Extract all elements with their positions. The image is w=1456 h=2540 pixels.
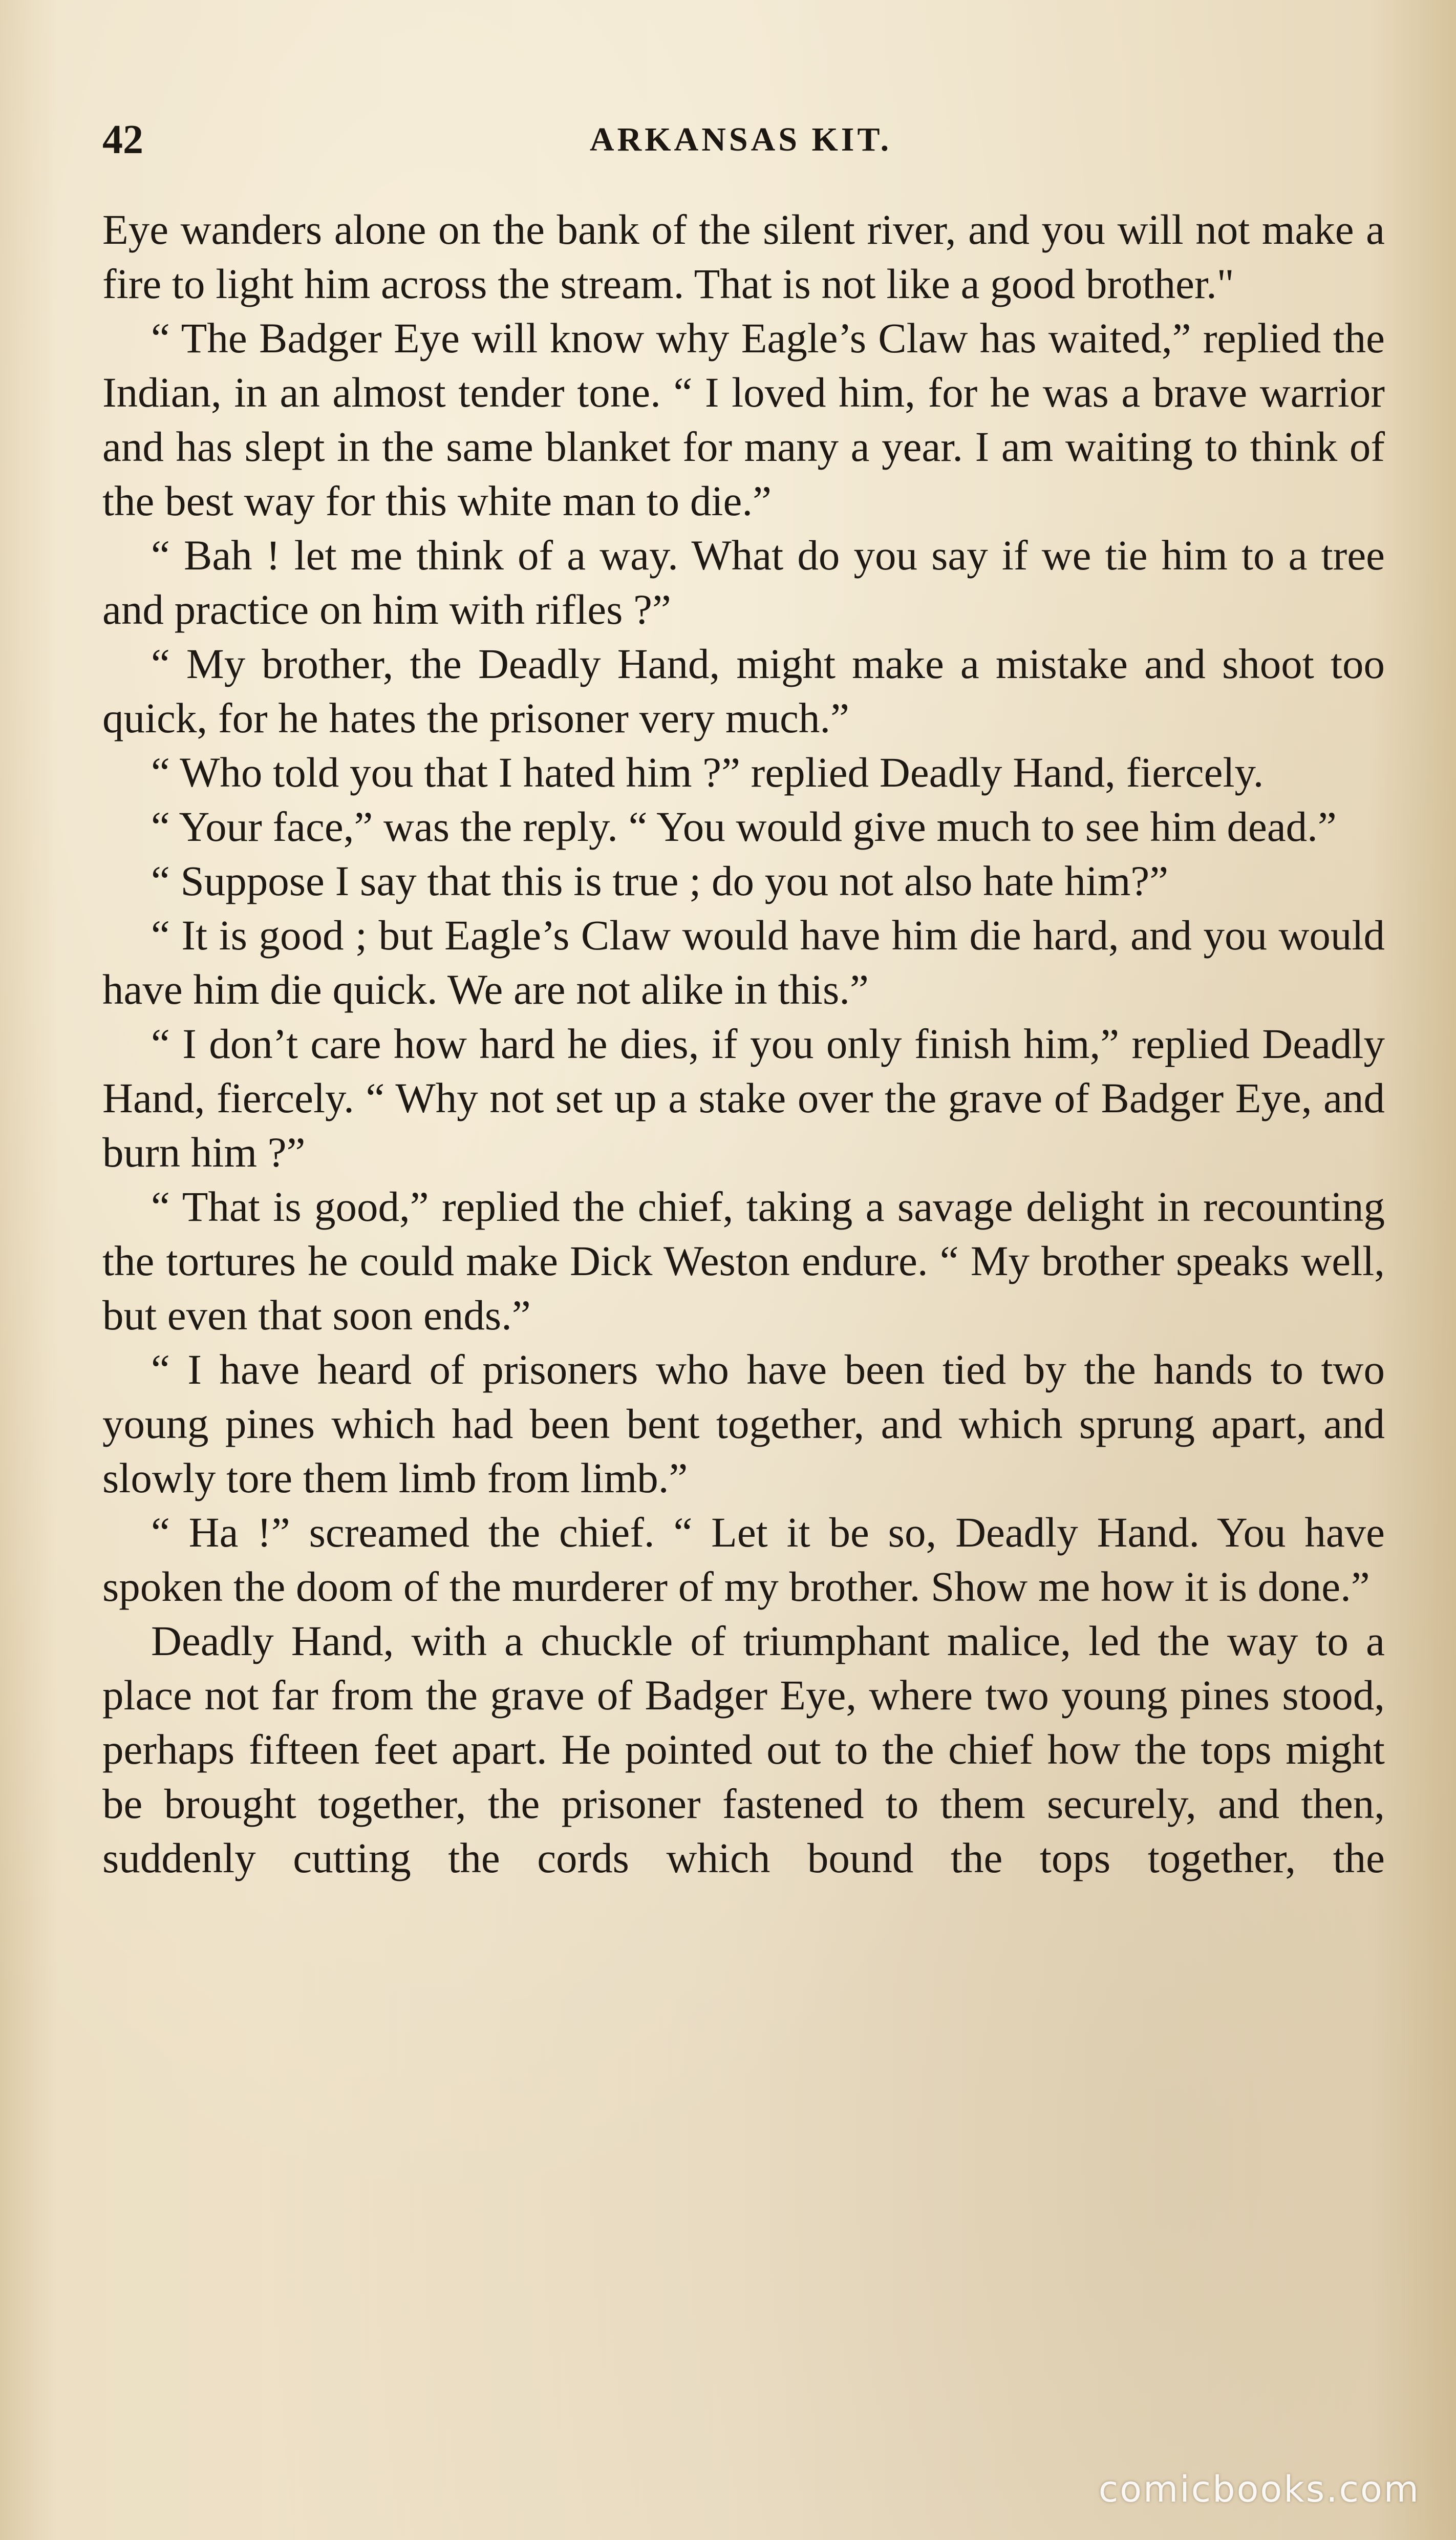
paragraph: “ The Badger Eye will know why Eagle’s Claw has waited,” replied the Indian, in an almost tender tone. “ I loved him, for he was a brave warrior and has slept in the same blanket for many a year. I am waiting to think of the best way for this white man to die.” xyxy=(102,314,1385,524)
paragraph: “ I have heard of prisoners who have been tied by the hands to two young pines which had been bent together, and which sprung apart, and slowly tore them limb from limb.” xyxy=(102,1346,1385,1501)
paragraph: Deadly Hand, with a chuckle of triumphant malice, led the way to a place not far from the grave of Badger Eye, where two young pines stood, perhaps fifteen feet apart. He pointed out to the chief how the tops might be brought together, the prisoner fastened to them securely, and then, suddenly cutting the cords which bound the tops together, the xyxy=(102,1617,1385,1881)
paragraph: “ Suppose I say that this is true ; do you not also hate him?” xyxy=(151,857,1169,904)
paragraph: Eye wanders alone on the bank of the silent river, and you will not make a fire to light him across the stream. That is not like a good brother." xyxy=(102,206,1385,307)
watermark: comicbooks.com xyxy=(1098,2468,1420,2510)
page-header xyxy=(102,112,1379,168)
paragraph: “ Who told you that I hated him ?” replied Deadly Hand, fiercely. xyxy=(151,749,1264,796)
paragraph: “ My brother, the Deadly Hand, might make a mistake and shoot too quick, for he hates the prisoner very much.” xyxy=(102,640,1385,742)
paragraph: “ I don’t care how hard he dies, if you only finish him,” replied Deadly Hand, fiercely. “ Why not set up a stake over the grave of Badger Eye, and burn him ?” xyxy=(102,1020,1385,1176)
paragraph: “ That is good,” replied the chief, taking a savage delight in recounting the tortures he could make Dick Weston endure. “ My brother speaks well, but even that soon ends.” xyxy=(102,1183,1385,1339)
paragraph: “ It is good ; but Eagle’s Claw would have him die hard, and you would have him die quick. We are not alike in this.” xyxy=(102,912,1385,1013)
paragraph: “ Ha !” screamed the chief. “ Let it be so, Deadly Hand. You have spoken the doom of the murderer of my brother. Show me how it is done.” xyxy=(102,1509,1385,1610)
running-title: ARKANSAS KIT. xyxy=(589,121,892,158)
paragraph: “ Your face,” was the reply. “ You would give much to see him dead.” xyxy=(151,803,1337,850)
body-text xyxy=(102,202,1385,1885)
paragraph: “ Bah ! let me think of a way. What do you say if we tie him to a tree and practice on him with rifles ?” xyxy=(102,532,1385,633)
page-number: 42 xyxy=(102,117,143,162)
